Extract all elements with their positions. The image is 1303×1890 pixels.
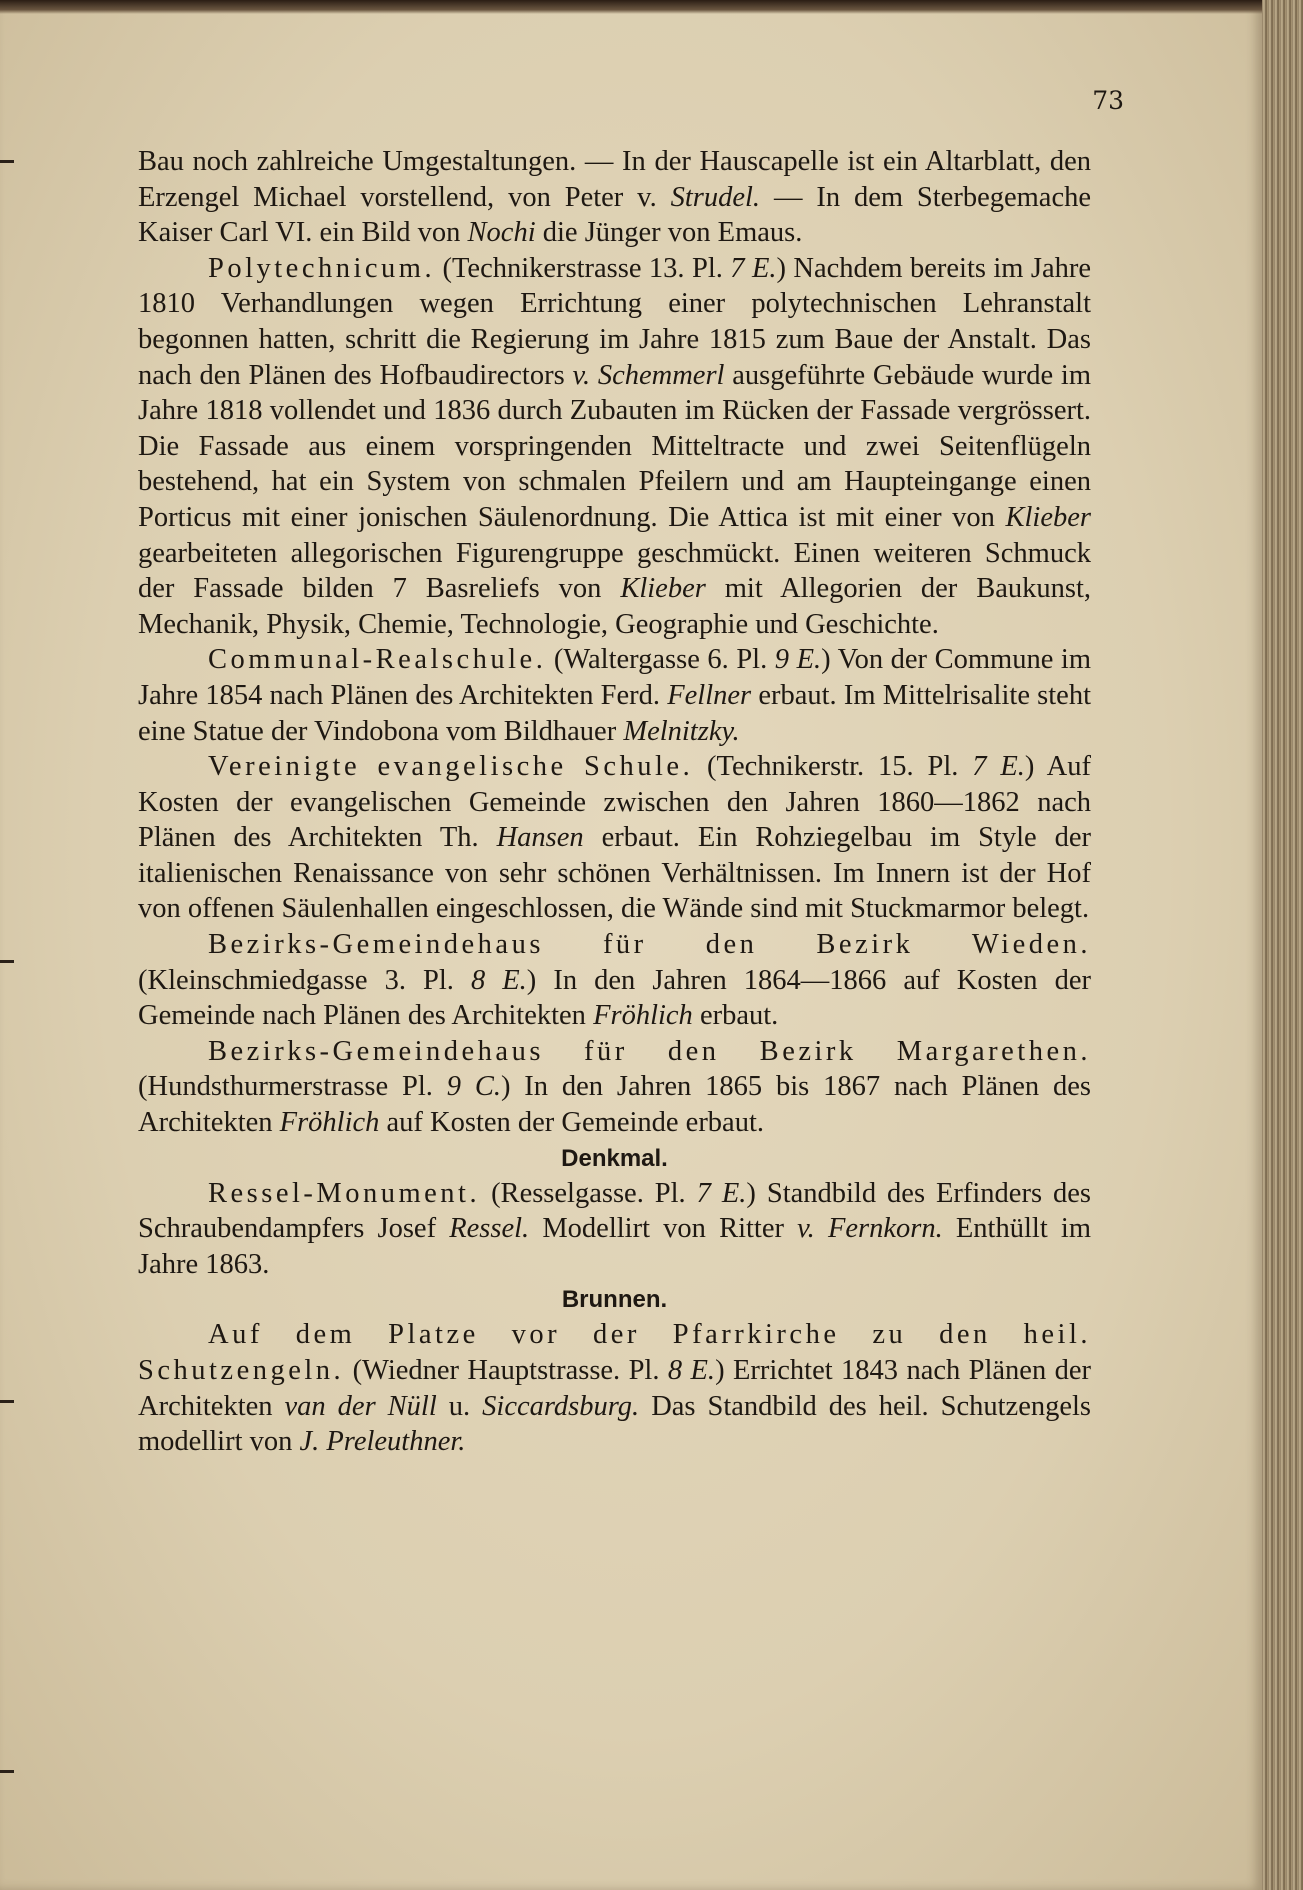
entry-gemeindehaus-margarethen: Bezirks-Gemeindehaus für den Bezirk Margarethen. (Hundsthurmerstrasse Pl. 9 C.) In den Jahren 1865 bis 1867 nach Plänen des Architekten Fröhlich auf Kosten der Gemeinde erbaut. [138, 1035, 1092, 1139]
entry-title: Ressel-Monument. [208, 1177, 481, 1209]
book-page-edges [1262, 0, 1303, 1890]
entry-title: Bezirks-Gemeindehaus für den Bezirk Wieden. [208, 929, 1091, 961]
entry-gemeindehaus-wieden: Bezirks-Gemeindehaus für den Bezirk Wieden. (Kleinschmiedgasse 3. Pl. 8 E.) In den Jahren 1864—1866 auf Kosten der Gemeinde nach Plänen des Architekten Fröhlich erbaut. [138, 929, 1091, 1032]
entry-communal-realschule: Communal-Realschule. (Waltergasse 6. Pl. 9 E.) Von der Commune im Jahre 1854 nach Plänen des Architekten Ferd. Fellner erbaut. Im Mittelrisalite steht eine Statue der Vindobona vom Bildhauer Melnitzky. [138, 644, 1091, 747]
entry-title: Bezirks-Gemeindehaus für den Bezirk Margarethen. [208, 1035, 1091, 1067]
page-number: 73 [1092, 86, 1124, 115]
binding-mark [0, 960, 14, 963]
binding-mark [0, 160, 14, 163]
entry-title: Auf dem Platze vor der Pfarrkirche zu den heil. Schutzengeln. [138, 1319, 1091, 1386]
section-heading-brunnen: Brunnen. [561, 1286, 668, 1314]
entry-title: Communal-Realschule. [208, 644, 547, 676]
binding-mark [0, 1400, 14, 1403]
section-heading-denkmal: Denkmal. [561, 1144, 668, 1172]
entry-evangelische-schule: Vereinigte evangelische Schule. (Technikerstr. 15. Pl. 7 E.) Auf Kosten der evangelischen Gemeinde zwischen den Jahren 1860—1862 nach Plänen des Architekten Th. Hansen erbaut. Ein Rohziegelbau im Style der italienischen Renaissance von sehr schönen Verhältnissen. Im Innern ist der Hof von offenen Säulenhallen eingeschlossen, die Wände sind mit Stuckmarmor belegt. [138, 751, 1092, 925]
entry-brunnen-schutzengeln: Auf dem Platze vor der Pfarrkirche zu den heil. Schutzengeln. (Wiedner Hauptstrasse. Pl. 8 E.) Errichtet 1843 nach Plänen der Architekten van der Nüll u. Siccardsburg. Das Standbild des heil. Schutzengels modellirt von J. Preleuthner. [138, 1319, 1092, 1458]
entry-title: Polytechnicum. [208, 252, 436, 284]
entry-ressel-monument: Ressel-Monument. (Resselgasse. Pl. 7 E.) Standbild des Erfinders des Schraubendampfers Josef Ressel. Modellirt von Ritter v. Fernkorn. Enthüllt im Jahre 1863. [138, 1177, 1091, 1280]
binding-mark [0, 1770, 14, 1773]
page-body [138, 144, 1091, 1460]
entry-title: Vereinigte evangelische Schule. [208, 751, 694, 783]
page-top-edge [0, 0, 1262, 14]
paragraph-hauscapelle: Bau noch zahlreiche Umgestaltungen. — In der Hauscapelle ist ein Altarblatt, den Erzengel Michael vorstellend, von Peter v. Strudel. — In dem Sterbegemache Kaiser Carl VI. ein Bild von Nochi die Jünger von Emaus. [138, 146, 1091, 249]
entry-polytechnicum: Polytechnicum. (Technikerstrasse 13. Pl. 7 E.) Nachdem bereits im Jahre 1810 Verhandlungen wegen Errichtung einer polytechnischen Lehranstalt begonnen hatten, schritt die Regierung im Jahre 1815 zum Baue der Anstalt. Das nach den Plänen des Hofbaudirectors v. Schemmerl ausgeführte Gebäude wurde im Jahre 1818 vollendet und 1836 durch Zubauten im Rücken der Fassade vergrössert. Die Fassade aus einem vorspringenden Mitteltracte und zwei Seitenflügeln bestehend, hat ein System von schmalen Pfeilern und am Haupteingange einen Porticus mit einer jonischen Säulenordnung. Die Attica ist mit einer von Klieber gearbeiteten allegorischen Figurengruppe geschmückt. Einen weiteren Schmuck der Fassade bilden 7 Basreliefs von Klieber mit Allegorien der Baukunst, Mechanik, Physik, Chemie, Technologie, Geographie und Geschichte. [138, 252, 1091, 640]
